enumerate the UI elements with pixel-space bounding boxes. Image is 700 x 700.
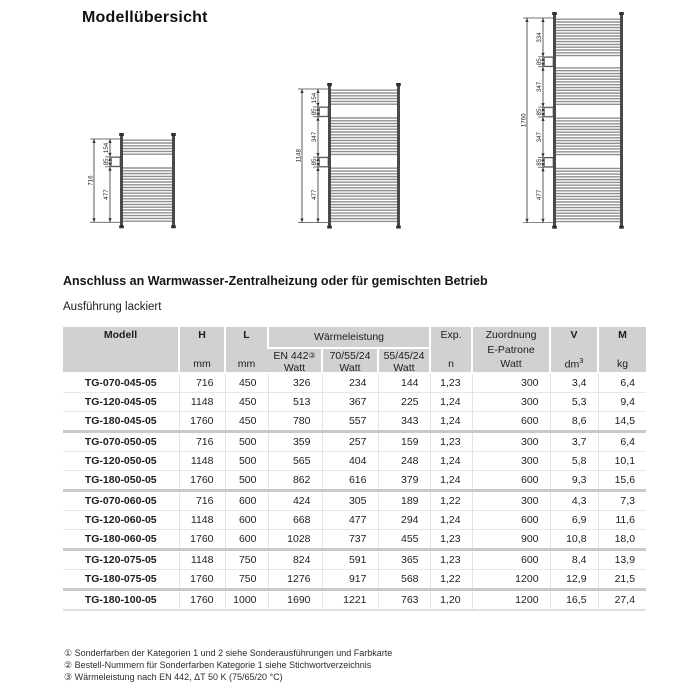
value-cell: 1760: [179, 530, 225, 550]
value-cell: 763: [378, 590, 430, 611]
model-cell: TG-180-060-05: [63, 530, 179, 550]
value-cell: 917: [322, 570, 378, 590]
value-cell: 1148: [179, 393, 225, 412]
value-cell: 225: [378, 393, 430, 412]
model-cell: TG-070-050-05: [63, 432, 179, 452]
value-cell: 189: [378, 491, 430, 511]
col-header-l: [225, 327, 268, 373]
value-cell: 568: [378, 570, 430, 590]
value-cell: 248: [378, 452, 430, 471]
col-label: 70/55/24: [329, 350, 371, 362]
table-row: [63, 511, 646, 530]
model-cell: TG-070-045-05: [63, 373, 179, 393]
col-header-modell: [63, 327, 179, 373]
value-cell: 591: [322, 550, 378, 570]
row-group: [63, 550, 646, 590]
value-cell: 1,23: [430, 432, 472, 452]
value-cell: 600: [472, 412, 550, 432]
table-row: [63, 590, 646, 611]
value-cell: 15,6: [598, 471, 646, 491]
table-row: [63, 550, 646, 570]
value-cell: 565: [268, 452, 322, 471]
value-cell: 18,0: [598, 530, 646, 550]
model-cell: TG-120-060-05: [63, 511, 179, 530]
value-cell: 862: [268, 471, 322, 491]
value-cell: 7,3: [598, 491, 646, 511]
dimension-label-segment: 154: [311, 92, 319, 104]
value-cell: 1000: [225, 590, 268, 611]
section-subheading: Ausführung lackiert: [63, 301, 162, 313]
table-row: [63, 412, 646, 432]
model-cell: TG-120-045-05: [63, 393, 179, 412]
value-cell: 500: [225, 452, 268, 471]
value-cell: 1760: [179, 570, 225, 590]
value-cell: 5,8: [550, 452, 598, 471]
value-cell: 600: [225, 511, 268, 530]
radiator-diagram-1760: [521, 11, 626, 235]
dimension-label-segment: 154: [103, 142, 111, 154]
value-cell: 513: [268, 393, 322, 412]
table-row: [63, 373, 646, 393]
value-cell: 10,1: [598, 452, 646, 471]
footnote-3: ③ Wärmeleistung nach EN 442, ΔT 50 K (75/65/20 °C): [64, 672, 283, 682]
value-cell: 1760: [179, 471, 225, 491]
value-cell: 600: [472, 471, 550, 491]
col-unit: Watt: [393, 362, 415, 374]
row-group: [63, 590, 646, 611]
value-cell: 21,5: [598, 570, 646, 590]
value-cell: 379: [378, 471, 430, 491]
dimension-label-segment: 347: [536, 131, 544, 143]
value-cell: 824: [268, 550, 322, 570]
value-cell: 600: [225, 491, 268, 511]
value-cell: 27,4: [598, 590, 646, 611]
dimension-label-segment: 477: [536, 189, 544, 201]
value-cell: 6,4: [598, 373, 646, 393]
footnotes: [64, 647, 392, 683]
table-header: [63, 327, 646, 373]
value-cell: 750: [225, 570, 268, 590]
page-title: Modellübersicht: [82, 9, 208, 26]
value-cell: 1,24: [430, 393, 472, 412]
model-cell: TG-180-100-05: [63, 590, 179, 611]
value-cell: 1148: [179, 550, 225, 570]
radiator-diagram-716: [88, 132, 178, 234]
value-cell: 500: [225, 432, 268, 452]
col-header-exp: [430, 327, 472, 373]
value-cell: 3,7: [550, 432, 598, 452]
value-cell: 234: [322, 373, 378, 393]
value-cell: 4,3: [550, 491, 598, 511]
model-cell: TG-120-050-05: [63, 452, 179, 471]
value-cell: 9,4: [598, 393, 646, 412]
footnote-2: ② Bestell-Nummern für Sonderfarben Kategorie 1 siehe Stichwortverzeichnis: [64, 660, 372, 670]
value-cell: 367: [322, 393, 378, 412]
value-cell: 1,24: [430, 452, 472, 471]
value-cell: 257: [322, 432, 378, 452]
value-cell: 305: [322, 491, 378, 511]
value-cell: 1,24: [430, 471, 472, 491]
dimension-label-segment: 347: [536, 81, 544, 93]
dimension-label-segment: 334: [536, 32, 544, 43]
value-cell: 294: [378, 511, 430, 530]
value-cell: 1,24: [430, 511, 472, 530]
table-row: [63, 432, 646, 452]
value-cell: 1276: [268, 570, 322, 590]
value-cell: 300: [472, 373, 550, 393]
value-cell: 1,20: [430, 590, 472, 611]
value-cell: 500: [225, 471, 268, 491]
value-cell: 780: [268, 412, 322, 432]
col-unit: n: [448, 358, 454, 370]
row-group: [63, 373, 646, 432]
col-label: 55/45/24: [383, 350, 425, 362]
value-cell: 144: [378, 373, 430, 393]
model-cell: TG-120-075-05: [63, 550, 179, 570]
value-cell: 450: [225, 373, 268, 393]
col-header-waermeleistung: [268, 327, 430, 348]
value-cell: 6,4: [598, 432, 646, 452]
value-cell: 600: [472, 511, 550, 530]
value-cell: 1200: [472, 590, 550, 611]
value-cell: 1760: [179, 590, 225, 611]
value-cell: 668: [268, 511, 322, 530]
value-cell: 159: [378, 432, 430, 452]
col-header-en442: [268, 348, 322, 373]
dimension-label-segment: 85: [311, 108, 319, 116]
radiator-drawing: [296, 82, 403, 230]
value-cell: 1148: [179, 452, 225, 471]
model-cell: TG-070-060-05: [63, 491, 179, 511]
value-cell: 1,23: [430, 550, 472, 570]
value-cell: 1028: [268, 530, 322, 550]
spec-table-wrap: [63, 327, 646, 611]
value-cell: 300: [472, 491, 550, 511]
table-row: [63, 471, 646, 491]
value-cell: 1221: [322, 590, 378, 611]
col-unit: Watt: [500, 358, 522, 370]
dimension-label-segment: 85: [536, 108, 544, 116]
dimension-label-total: 1148: [296, 149, 303, 163]
value-cell: 616: [322, 471, 378, 491]
col-label: L: [243, 329, 250, 341]
table-row: [63, 570, 646, 590]
radiator-diagram-1148: [296, 82, 403, 235]
value-cell: 359: [268, 432, 322, 452]
col-label: Zuordnung: [485, 329, 537, 341]
value-cell: 9,3: [550, 471, 598, 491]
value-cell: 737: [322, 530, 378, 550]
dimension-label-total: 716: [88, 175, 95, 186]
value-cell: 300: [472, 393, 550, 412]
col-label: Modell: [103, 329, 138, 341]
col-unit: mm: [193, 358, 211, 370]
dimension-label-segment: 477: [311, 189, 319, 200]
col-unit: Watt: [339, 362, 361, 374]
value-cell: 3,4: [550, 373, 598, 393]
model-cell: TG-180-050-05: [63, 471, 179, 491]
value-cell: 1,24: [430, 412, 472, 432]
col-label: Wärmeleistung: [314, 331, 385, 343]
value-cell: 1200: [472, 570, 550, 590]
value-cell: 450: [225, 412, 268, 432]
row-group: [63, 432, 646, 491]
value-cell: 1,22: [430, 570, 472, 590]
col-label: M: [618, 329, 627, 341]
value-cell: 424: [268, 491, 322, 511]
value-cell: 716: [179, 491, 225, 511]
footnote-1: ① Sonderfarben der Kategorien 1 und 2 siehe Sonderausführungen und Farbkarte: [64, 648, 393, 658]
dimension-label-segment: 85: [103, 158, 111, 166]
dimension-label-total: 1760: [521, 113, 528, 128]
radiator-drawing: [521, 11, 626, 230]
value-cell: 8,6: [550, 412, 598, 432]
row-group: [63, 491, 646, 550]
value-cell: 13,9: [598, 550, 646, 570]
col-unit: mm: [237, 358, 256, 370]
value-cell: 343: [378, 412, 430, 432]
table-row: [63, 452, 646, 471]
col-header-h: [179, 327, 225, 373]
value-cell: 900: [472, 530, 550, 550]
value-cell: 557: [322, 412, 378, 432]
value-cell: 716: [179, 432, 225, 452]
dimension-label-segment: 85: [311, 158, 319, 166]
table-row: [63, 393, 646, 412]
dimension-label-segment: 85: [536, 58, 544, 66]
col-header-zuordnung: [472, 327, 550, 373]
model-cell: TG-180-045-05: [63, 412, 179, 432]
value-cell: 10,8: [550, 530, 598, 550]
value-cell: 1690: [268, 590, 322, 611]
value-cell: 5,3: [550, 393, 598, 412]
value-cell: 326: [268, 373, 322, 393]
value-cell: 600: [472, 550, 550, 570]
spec-table: [63, 327, 646, 611]
col-label: EN 442③: [273, 350, 316, 362]
col-unit: kg: [616, 358, 629, 370]
value-cell: 450: [225, 393, 268, 412]
value-cell: 14,5: [598, 412, 646, 432]
col-unit: Watt: [283, 362, 306, 374]
value-cell: 404: [322, 452, 378, 471]
value-cell: 6,9: [550, 511, 598, 530]
col-label: V: [570, 329, 578, 341]
value-cell: 455: [378, 530, 430, 550]
value-cell: 1148: [179, 511, 225, 530]
value-cell: 16,5: [550, 590, 598, 611]
col-label: H: [198, 329, 206, 341]
col-label: Exp.: [440, 329, 462, 341]
col-header-705524: [322, 348, 378, 373]
col-unit: $dm^3$: [564, 355, 584, 370]
value-cell: 11,6: [598, 511, 646, 530]
value-cell: 750: [225, 550, 268, 570]
model-cell: TG-180-075-05: [63, 570, 179, 590]
value-cell: 300: [472, 452, 550, 471]
col-header-554524: [378, 348, 430, 373]
radiator-drawing: [88, 132, 178, 229]
table-row: [63, 530, 646, 550]
value-cell: 12,9: [550, 570, 598, 590]
value-cell: 1,22: [430, 491, 472, 511]
footnote-mark-3: ③: [308, 351, 316, 360]
value-cell: 1760: [179, 412, 225, 432]
value-cell: 477: [322, 511, 378, 530]
value-cell: 8,4: [550, 550, 598, 570]
col-label-2: E-Patrone: [487, 343, 535, 356]
dimension-label-segment: 477: [103, 189, 111, 200]
dimension-label-segment: 85: [536, 158, 544, 166]
value-cell: 1,23: [430, 530, 472, 550]
col-header-v: [550, 327, 598, 373]
col-header-m: [598, 327, 646, 373]
value-cell: 1,23: [430, 373, 472, 393]
value-cell: 600: [225, 530, 268, 550]
value-cell: 365: [378, 550, 430, 570]
section-heading: Anschluss an Warmwasser-Zentralheizung oder für gemischten Betrieb: [63, 274, 488, 288]
table-row: [63, 491, 646, 511]
value-cell: 716: [179, 373, 225, 393]
dimension-label-segment: 347: [311, 131, 319, 143]
value-cell: 300: [472, 432, 550, 452]
